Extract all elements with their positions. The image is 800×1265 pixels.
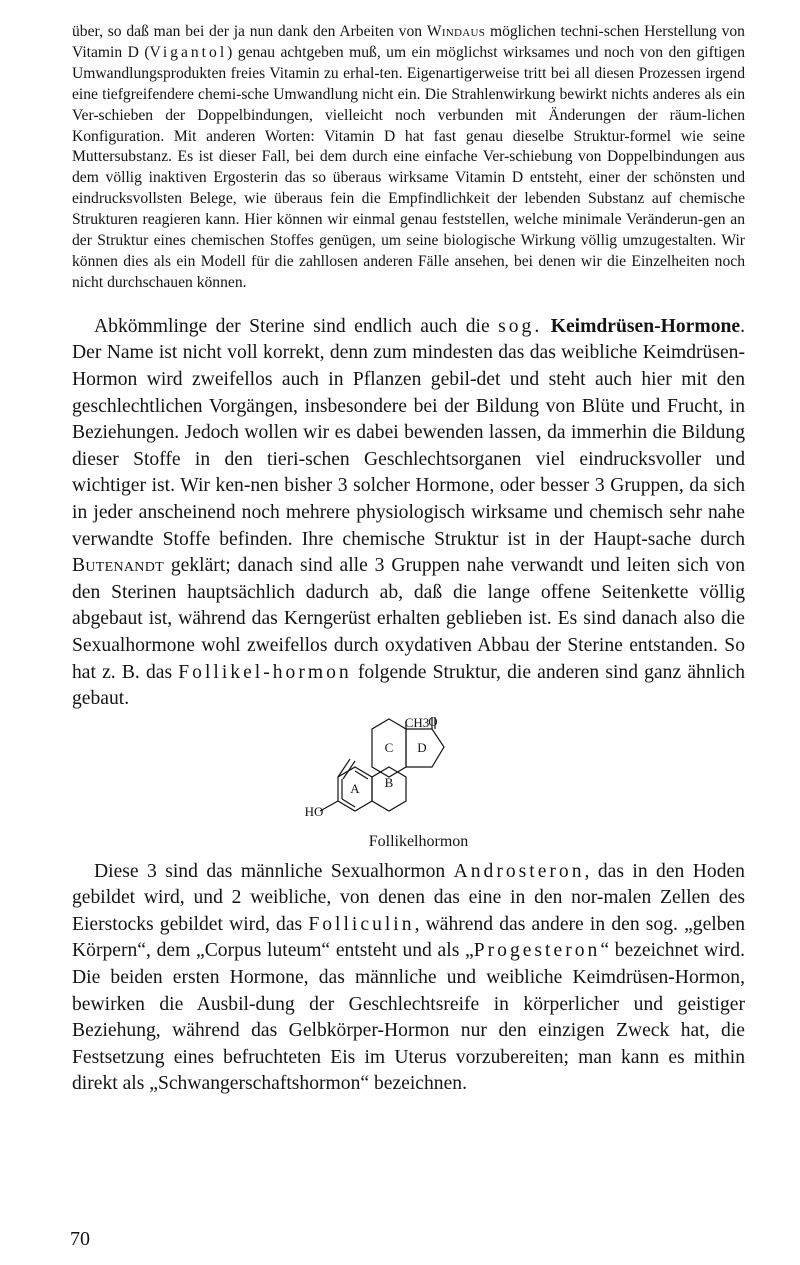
ring-d-label: D bbox=[417, 739, 427, 755]
text-run: , während das andere in den sog. „gelben Körpern“, dem „Corpus luteum“ entsteht und als „ bbox=[72, 913, 745, 962]
text-run: geklärt; danach sind alle 3 Gruppen nahe verwandt und leiten sich von den Sterinen hauptsächlich dadurch ab, daß die lange offene Seitenkette völlig abgebaut ist, während das Kerngerüst erhalten geblieben ist. Es sind danach also die Sexualhormone wohl zweifellos durch oxydativen Abbau der Sterine entstanden. So hat z. B. das bbox=[72, 555, 745, 683]
ring-a-label: A bbox=[350, 780, 360, 796]
paragraph-vitamin-d bbox=[72, 22, 745, 294]
text-run: , das in den Hoden gebildet wird, und 2 weibliche, von denen das eine in den nor-malen Zellen des Eierstocks gebildet wird, das bbox=[72, 860, 745, 935]
text-run: . Der Name ist nicht voll korrekt, denn zum mindesten das das weibliche Keimdrüsen-Hormon wird zweifellos auch in Pflanzen gebil-det und steht auch hier mit den geschlechtlichen Vorgängen, insbesondere bei der Bildung von Blüte und Frucht, in Beziehungen. Jedoch wollen wir es dabei bewenden lassen, da immerhin die Bildung dieser Stoffe in den tieri-schen Geschlechtsorganen viel eindrucksvoller und wichtiger ist. Wir ken-nen bisher 3 solcher Hormone, oder besser 3 Gruppen, da sich in jeder anscheinend noch mehrere physiologisch wirksame und chemisch sehr nahe verwandte Stoffe befinden. Ihre chemische Struktur ist in der Haupt-sache durch bbox=[72, 315, 745, 550]
figure-caption: Follikelhormon bbox=[368, 832, 469, 850]
double-bond-line bbox=[355, 771, 368, 779]
ring-c-label: C bbox=[384, 739, 394, 755]
term-keimdruesen-hormone: Keimdrüsen-Hormone bbox=[542, 315, 741, 337]
term-follikelhormon: Follikel-hormon bbox=[178, 661, 352, 683]
term-folliculin: Folliculin bbox=[308, 913, 415, 935]
oxygen-label: O bbox=[428, 716, 438, 729]
page-number: 70 bbox=[70, 1228, 90, 1250]
paragraph-keimdruesen-hormone bbox=[72, 314, 745, 713]
term-progesteron: Progesteron bbox=[473, 940, 601, 962]
text-run: Abkömmlinge der Sterine sind endlich auch die bbox=[94, 315, 499, 337]
author-name-butenandt: Butenandt bbox=[72, 555, 164, 577]
page-body bbox=[72, 22, 745, 1098]
ring-b-label: B bbox=[384, 774, 394, 790]
text-run: Diese 3 sind das männliche Sexualhormon bbox=[94, 860, 454, 882]
term-vigantol: Vigantol bbox=[149, 43, 228, 61]
steroid-structure-diagram bbox=[272, 717, 572, 829]
term-sog: sog. bbox=[498, 315, 543, 337]
term-androsteron: Androsteron bbox=[453, 860, 585, 882]
hydroxyl-label: HO bbox=[304, 803, 324, 819]
text-run: über, so daß man bei der ja nun dank den Arbeiten von bbox=[72, 23, 427, 40]
double-bond-line bbox=[343, 761, 355, 779]
text-run: möglichen techni-schen Herstellung von Vitamin D ( bbox=[72, 23, 745, 61]
structural-formula-figure bbox=[72, 717, 745, 829]
double-bond-line bbox=[342, 799, 355, 807]
text-run: folgende Struktur, die anderen sind ganz ähnlich gebaut. bbox=[72, 661, 745, 710]
text-run: “ bezeichnet wird. Die beiden ersten Hormone, das männliche und weibliche Keimdrüsen-Hormon, bewirken die Ausbil-dung der Geschlechtsreife in körperlicher und geistiger Beziehung, während das Gelbkörper-Hormon nur den einzigen Zweck hat, die Festsetzung eines befruchteten Eis im Uterus vorzubereiten; man kann es mithin direkt als „Schwangerschaftshormon“ bezeichnen. bbox=[72, 940, 745, 1095]
double-bond-line bbox=[338, 759, 350, 777]
methyl-label: CH3 bbox=[404, 716, 430, 730]
author-name-windaus: Windaus bbox=[426, 23, 486, 40]
paragraph-gap bbox=[72, 294, 745, 314]
text-run: ) genau achtgeben muß, um ein möglichst wirksames und noch von den giftigen Umwandlungsprodukten freies Vitamin zu erhal-ten. Eigenartigerweise tritt bei all diesen Prozessen irgend eine tiefgreifendere chemi-sche Umwandlung nicht ein. Die Strahlenwirkung bewirkt nichts anderes als ein Ver-schieben der Doppelbindungen, vielleicht noch verbunden mit Änderungen der räum-lichen Konfiguration. Mit anderen Worten: Vitamin D hat fast genau dieselbe Struktur-formel wie seine Muttersubstanz. Es ist dieser Fall, bei dem durch eine einfache Ver-schiebung von Doppelbindungen aus dem völlig inaktiven Ergosterin das so überaus wirksame Vitamin D entsteht, einer der schönsten und eindrucksvollsten Belege, wie überaus fein die Empfindlichkeit der lebenden Substanz auf chemische Strukturen reagieren kann. Hier können wir einmal genau feststellen, welche minimale Veränderun-gen an der Struktur eines chemischen Stoffes genügen, um seine biologische Wirkung völlig umzugestalten. Wir können dies als ein Modell für die zahllosen anderen Fälle ansehen, bei denen wir die Einzelheiten noch nicht durchschauen können. bbox=[72, 43, 745, 291]
paragraph-sexualhormone bbox=[72, 859, 745, 1098]
